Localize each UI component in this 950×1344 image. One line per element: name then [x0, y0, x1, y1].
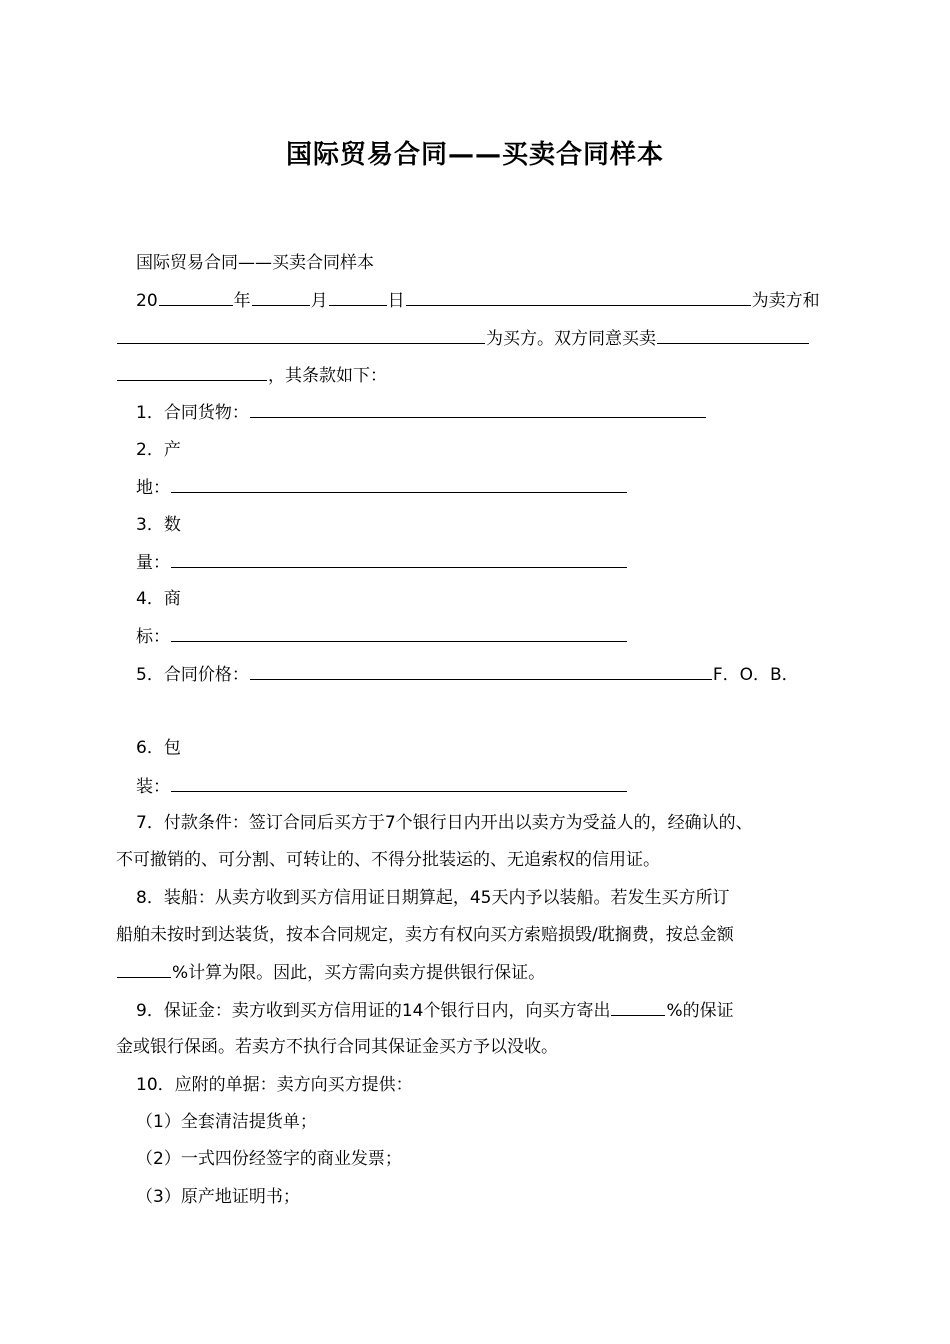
year-label: 年: [233, 291, 251, 311]
buyer-suffix: 为买方。双方同意买卖: [486, 329, 656, 349]
clause-1-label: 1．合同货物：: [136, 403, 249, 423]
year-prefix: 20: [136, 291, 158, 311]
damage-percent-blank[interactable]: [117, 959, 171, 978]
day-blank[interactable]: [329, 287, 387, 306]
document-subtitle: 国际贸易合同——买卖合同样本: [136, 253, 374, 273]
clause-2-label: 2．产: [136, 440, 181, 460]
clause-4-line: [136, 623, 628, 649]
goods-blank-1[interactable]: [657, 325, 809, 344]
year-blank[interactable]: [159, 287, 233, 306]
document-item-3: （3）原产地证明书；: [136, 1187, 300, 1207]
document-item-1: （1）全套清洁提货单；: [136, 1112, 317, 1132]
clause-5: [136, 661, 799, 687]
clause-2-sub: 地：: [136, 478, 170, 498]
clause-1: [136, 399, 707, 425]
clause-7-line-1: 7．付款条件：签订合同后买方于7个银行日内开出以卖方为受益人的，经确认的、: [136, 813, 753, 833]
goods-blank-2[interactable]: [117, 362, 267, 381]
seller-blank[interactable]: [406, 287, 751, 306]
clause-10: 10．应附的单据：卖方向买方提供：: [136, 1075, 413, 1095]
month-blank[interactable]: [252, 287, 310, 306]
clause-3-sub: 量：: [136, 553, 170, 573]
intro-terms-line: [116, 362, 387, 388]
clause-8-line-1: 8．装船：从卖方收到买方信用证日期算起，45天内予以装船。若发生买方所订: [136, 888, 730, 908]
deposit-percent-blank[interactable]: [611, 997, 665, 1016]
month-label: 月: [310, 291, 328, 311]
trademark-blank[interactable]: [171, 623, 627, 642]
clause-7-line-2: 不可撤销的、可分割、可转让的、不得分批装运的、无追索权的信用证。: [116, 850, 660, 870]
clause-9-prefix: 9．保证金：卖方收到买方信用证的14个银行日内，向买方寄出: [136, 1001, 611, 1021]
day-label: 日: [387, 291, 405, 311]
clause-5-label: 5．合同价格：: [136, 665, 249, 685]
origin-blank[interactable]: [171, 474, 627, 493]
buyer-blank[interactable]: [117, 325, 485, 344]
clause-6-line: [136, 773, 628, 799]
seller-suffix: 为卖方和: [751, 291, 820, 311]
clause-2-line: [136, 474, 628, 500]
intro-date-line: [136, 287, 820, 313]
price-blank[interactable]: [250, 661, 712, 680]
intro-buyer-line: [116, 325, 810, 351]
clause-6-label: 6．包: [136, 738, 181, 758]
clause-3-label: 3．数: [136, 515, 181, 535]
clause-9-suffix: %的保证: [666, 1001, 734, 1021]
clause-3-line: [136, 549, 628, 575]
clause-6-sub: 装：: [136, 777, 170, 797]
clause-8-line-3: [116, 959, 545, 985]
clause-4-label: 4．商: [136, 589, 181, 609]
clause-8-line-2: 船舶未按时到达装货，按本合同规定，卖方有权向买方索赔损毁/耽搁费，按总金额: [116, 925, 734, 945]
quantity-blank[interactable]: [171, 549, 627, 568]
contract-goods-blank[interactable]: [250, 399, 706, 418]
clause-9-line-2: 金或银行保函。若卖方不执行合同其保证金买方予以没收。: [116, 1037, 558, 1057]
clause-9-line-1: [136, 997, 734, 1023]
document-item-2: （2）一式四份经签字的商业发票；: [136, 1149, 402, 1169]
clause-4-sub: 标：: [136, 627, 170, 647]
document-title: 国际贸易合同——买卖合同样本: [285, 140, 664, 170]
clause-8-suffix: %计算为限。因此，买方需向卖方提供银行保证。: [172, 963, 546, 983]
terms-suffix: ，其条款如下：: [268, 366, 387, 386]
fob-label: F．O．B．: [712, 665, 799, 685]
packing-blank[interactable]: [171, 773, 627, 792]
